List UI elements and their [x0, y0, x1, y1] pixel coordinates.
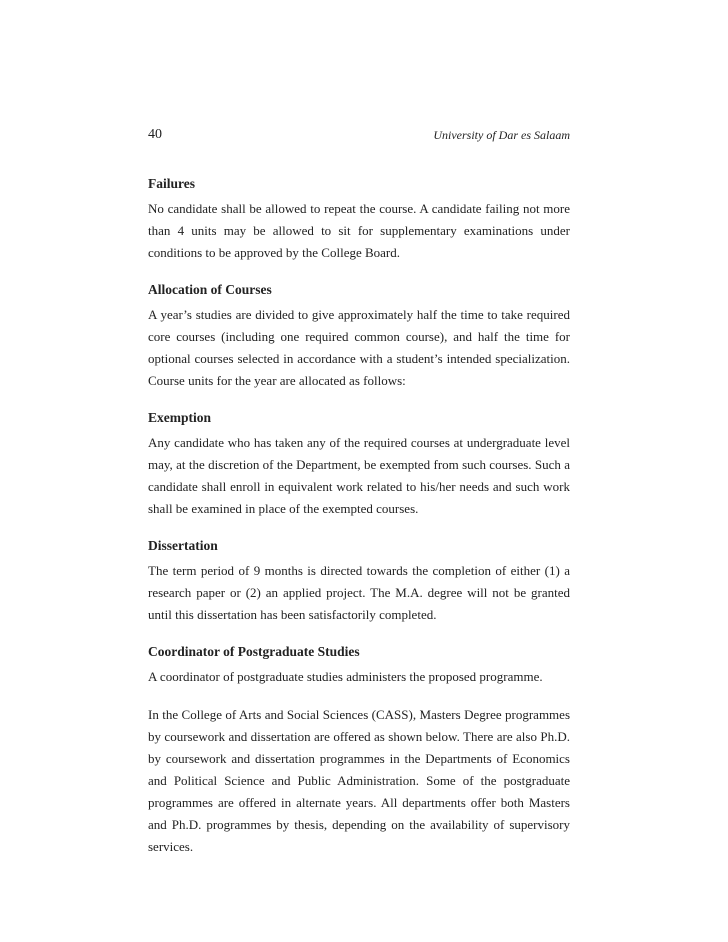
section-heading: Failures	[148, 176, 195, 191]
section-body: Any candidate who has taken any of the required courses at undergraduate level may, at the discretion of the Department, be exempted from such courses. Such a candidate shall enroll in equivalent work related to his/her needs and such work shall be examined in place of the exempted courses.	[148, 435, 570, 516]
section-heading: Coordinator of Postgraduate Studies	[148, 644, 360, 659]
running-title: University of Dar es Salaam	[433, 128, 570, 142]
section-dissertation	[148, 536, 570, 626]
section-body: A year’s studies are divided to give approximately half the time to take required core courses (including one required common course), and half the time for optional courses selected in accordance with a student’s intended specialization. Course units for the year are allocated as follows:	[148, 307, 570, 388]
section-heading: Allocation of Courses	[148, 282, 272, 297]
page-header	[148, 126, 570, 144]
section-exemption	[148, 408, 570, 520]
section-heading: Dissertation	[148, 538, 218, 553]
section-heading: Exemption	[148, 410, 212, 425]
section-body: No candidate shall be allowed to repeat the course. A candidate failing not more than 4 units may be allowed to sit for supplementary examinations under conditions to be approved by the College Board.	[148, 201, 570, 260]
section-failures	[148, 174, 570, 264]
page-content	[148, 174, 570, 858]
section-body: The term period of 9 months is directed towards the completion of either (1) a research paper or (2) an applied project. The M.A. degree will not be granted until this dissertation has been satisfactorily completed.	[148, 563, 570, 622]
section-allocation-of-courses	[148, 280, 570, 392]
page-number: 40	[148, 127, 162, 142]
section-coordinator	[148, 642, 570, 688]
closing-paragraph: In the College of Arts and Social Sciences (CASS), Masters Degree programmes by coursework and dissertation are offered as shown below. There are also Ph.D. by coursework and dissertation programmes in the Departments of Economics and Political Science and Public Administration. Some of the postgraduate programmes are offered in alternate years. All departments offer both Masters and Ph.D. programmes by thesis, depending on the availability of supervisory services.	[148, 707, 570, 854]
section-body: A coordinator of postgraduate studies administers the proposed programme.	[148, 669, 543, 684]
